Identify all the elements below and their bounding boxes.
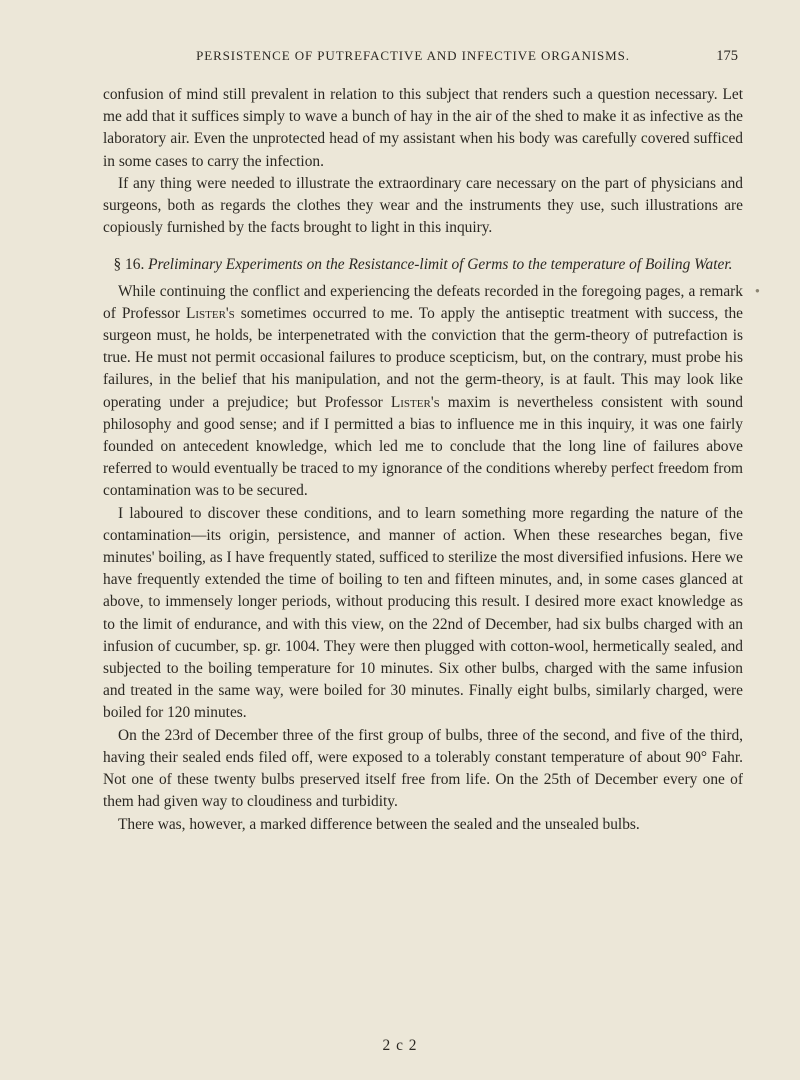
section-title: Preliminary Experiments on the Resistance-limit of Germs to the temperature of Boiling Water. <box>148 256 733 274</box>
page-number: 175 <box>716 48 738 64</box>
paragraph: I laboured to discover these conditions, and to learn something more regarding the nature of the contamination—its origin, persistence, and manner of action. When these researches began, five minutes' boiling, as I have frequently stated, sufficed to sterilize the most diversified infusions. Here we have frequently extended the time of boiling to ten and fifteen minutes, and, in some cases glanced at above, to immensely longer periods, without producing this result. I desired more exact knowledge as to the limit of endurance, and with this view, on the 22nd of December, had six bulbs charged with an infusion of cucumber, sp. gr. 1004. They were then plugged with cotton-wool, hermetically sealed, and subjected to the boiling temperature for 10 minutes. Six other bulbs, charged with the same infusion and treated in the same way, were boiled for 30 minutes. Finally eight bulbs, similarly charged, were boiled for 120 minutes. <box>103 504 743 722</box>
text-run: While continuing the conflict and experiencing the defeats recorded in the foregoing pages, a remark of Professor <box>103 282 743 322</box>
margin-dot-mark: ● <box>755 286 760 295</box>
paragraph: If any thing were needed to illustrate the extraordinary care necessary on the part of physicians and surgeons, both as regards the clothes they wear and the instruments they use, such illustrations are copiously furnished by the facts brought to light in this inquiry. <box>103 174 743 237</box>
paragraph: There was, however, a marked difference between the sealed and the unsealed bulbs. <box>118 815 640 833</box>
author-name: Lister's <box>390 393 440 411</box>
printer-signature-mark: 2 c 2 <box>382 1037 418 1054</box>
paragraph: On the 23rd of December three of the first group of bulbs, three of the second, and five of the third, having their sealed ends filed off, were exposed to a tolerably constant temperature of about 90° Fahr. Not one of these twenty bulbs preserved itself free from life. On the 25th of December every one of them had given way to cloudiness and turbidity. <box>103 726 743 811</box>
section-heading <box>103 254 743 276</box>
running-title: PERSISTENCE OF PUTREFACTIVE AND INFECTIVE ORGANISMS. <box>196 48 630 63</box>
text-run: sometimes occurred to me. To apply the antiseptic treatment with success, the surgeon must, he holds, be interpenetrated with the conviction that the germ-theory of putrefaction is true. He must not permit occasional failures to produce scepticism, but, on the contrary, must probe his failures, in the belief that his manipulation, and not the germ-theory, is at fault. This may look like operating under a prejudice; but Professor <box>103 304 744 411</box>
text-run: maxim is nevertheless consistent with sound philosophy and good sense; and if I permitted a bias to influence me in this inquiry, it was one fairly founded on antecedent knowledge, which led me to conclude that the long line of failures above referred to would eventually be traced to my ignorance of the conditions whereby perfect freedom from contamination was to be secured. <box>103 393 743 500</box>
paragraph <box>103 281 743 503</box>
section-number: § 16. <box>113 256 145 274</box>
paragraph-continued: confusion of mind still prevalent in relation to this subject that renders such a question necessary. Let me add that it suffices simply to wave a bunch of hay in the air of the shed to make it as infective as the laboratory air. Even the unprotected head of my assistant when his body was carefully covered sufficed in some cases to carry the infection. <box>103 86 743 170</box>
author-name: Lister's <box>185 304 235 322</box>
body-text <box>103 84 743 836</box>
running-head <box>88 48 738 68</box>
